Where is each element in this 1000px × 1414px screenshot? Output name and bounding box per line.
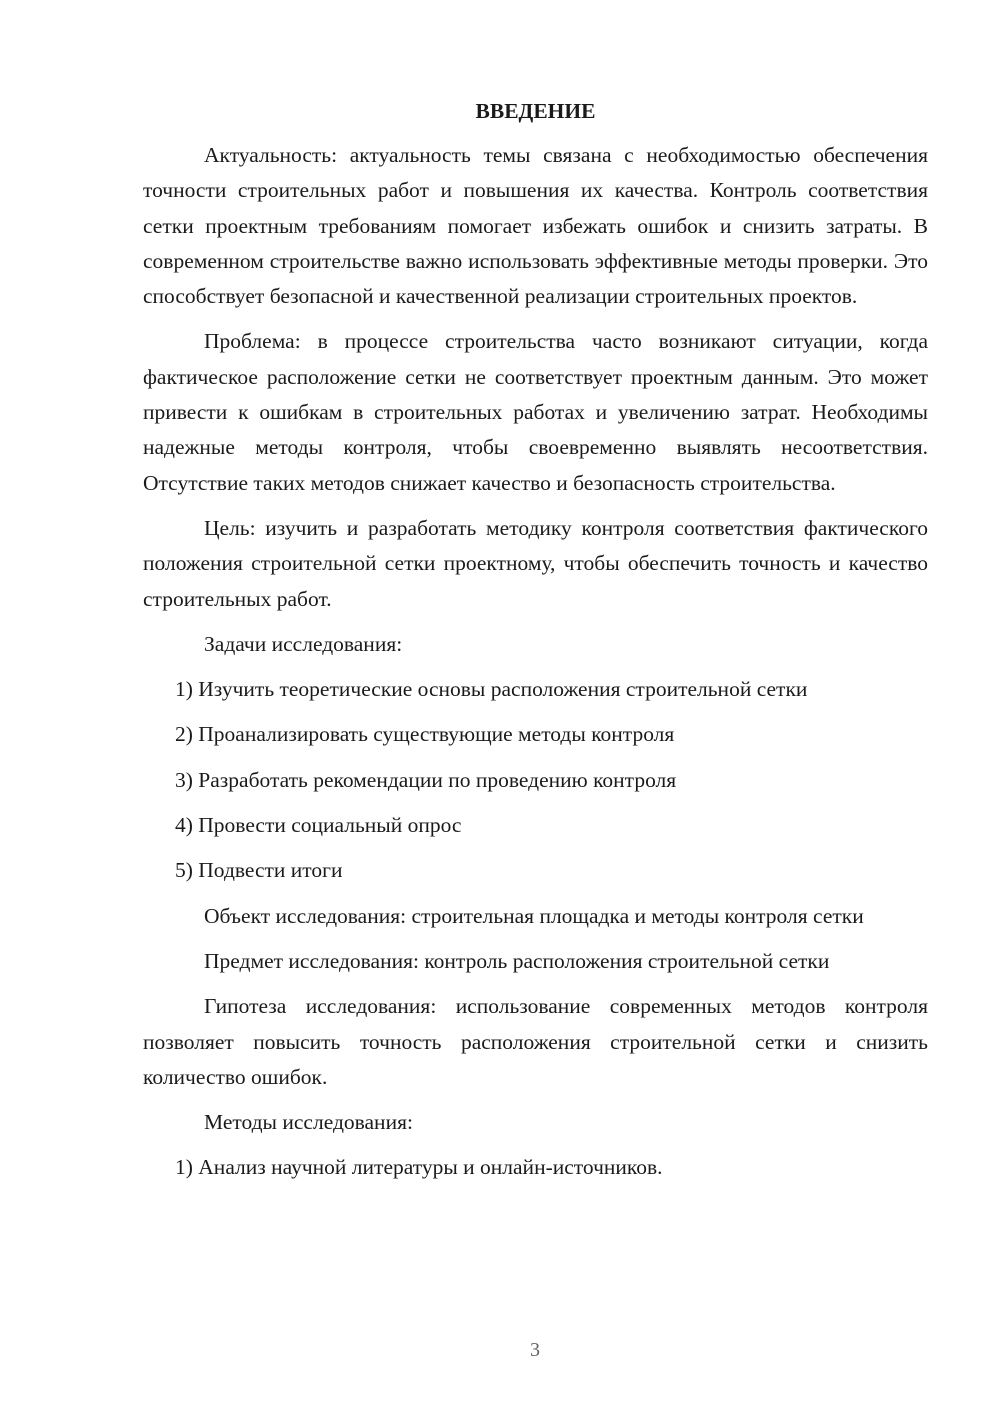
list-item: 3) Разработать рекомендации по проведению контроля [175, 767, 677, 792]
section-heading: ВВЕДЕНИЕ [475, 99, 596, 123]
paragraph-goal: Цель: изучить и разработать методику контроля соответствия фактического положения строительной сетки проектному, чтобы обеспечить точность и качество строительных работ. [143, 515, 928, 611]
list-item: 5) Подвести итоги [175, 858, 343, 883]
tasks-heading: Задачи исследования: [204, 631, 403, 656]
list-item: 4) Провести социальный опрос [175, 813, 462, 838]
paragraph-relevance: Актуальность: актуальность темы связана с необходимостью обеспечения точности строительных работ и повышения их качества. Контроль соответствия сетки проектным требованиям помогает избежать ошибок и снизить затраты. В современном строительстве важно использовать эффективные методы проверки. Это способствует безопасной и качественной реализации строительных проектов. [143, 143, 928, 309]
paragraph-problem: Проблема: в процессе строительства часто возникают ситуации, когда фактическое расположение сетки не соответствует проектным данным. Это может привести к ошибкам в строительных работах и увеличению затрат. Необходимы надежные методы контроля, чтобы своевременно выявлять несоответствия. Отсутствие таких методов снижает качество и безопасность строительства. [143, 329, 928, 495]
list-item: 2) Проанализировать существующие методы контроля [175, 722, 675, 747]
paragraph-object: Объект исследования: строительная площадка и методы контроля сетки [204, 903, 864, 928]
page-number: 3 [530, 1339, 540, 1361]
paragraph-subject: Предмет исследования: контроль расположения строительной сетки [204, 948, 830, 973]
tasks-list [143, 672, 928, 888]
list-item: 1) Анализ научной литературы и онлайн-источников. [175, 1155, 663, 1180]
methods-list [143, 1150, 928, 1185]
list-item: 1) Изучить теоретические основы расположения строительной сетки [175, 677, 808, 702]
methods-heading: Методы исследования: [204, 1110, 413, 1135]
paragraph-hypothesis: Гипотеза исследования: использование современных методов контроля позволяет повысить точность расположения строительной сетки и снизить количество ошибок. [143, 994, 928, 1089]
document-body [143, 95, 928, 1196]
